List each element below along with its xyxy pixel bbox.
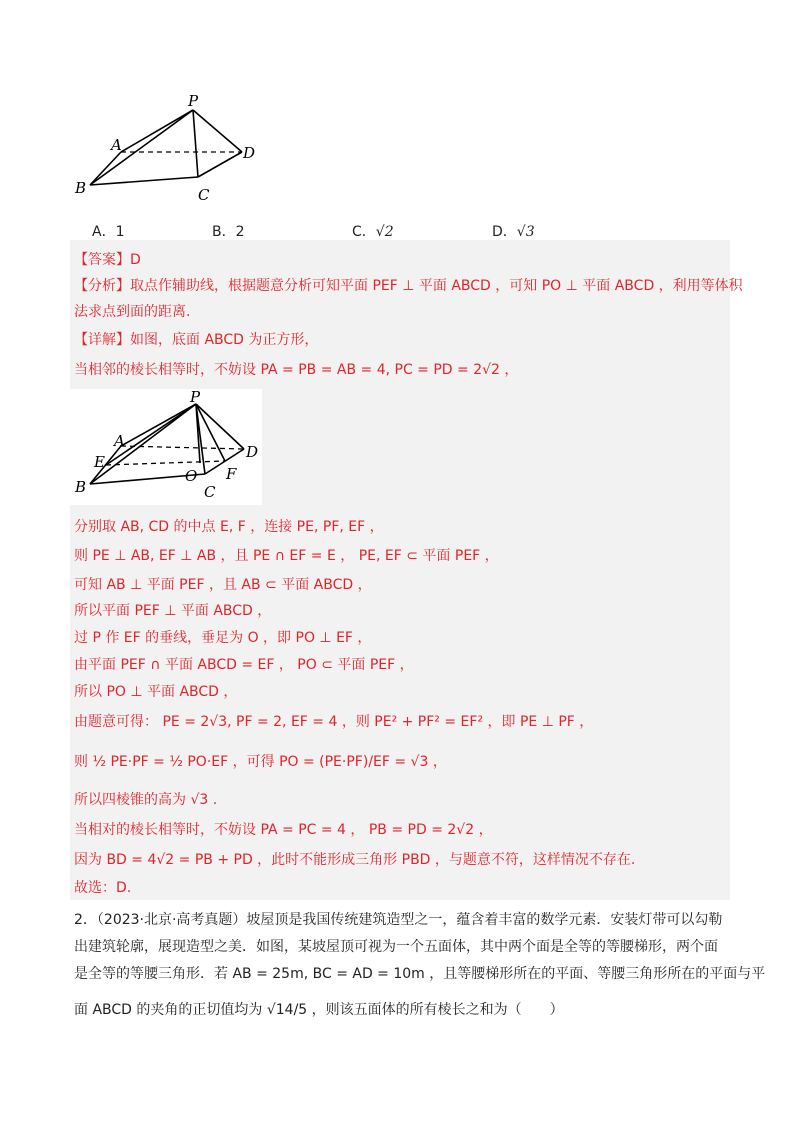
- edge-pb: [90, 110, 193, 185]
- label-c: C: [204, 483, 216, 501]
- analysis-line-1: 【分析】取点作辅助线，根据题意分析可知平面 PEF ⊥ 平面 ABCD ，可知 PO ⊥ 平面 ABCD ，利用等体积: [74, 278, 743, 294]
- edge-bc: [90, 177, 198, 185]
- step-line: 所以 PO ⊥ 平面 ABCD ，: [74, 684, 238, 700]
- segment-ef-hidden: [106, 461, 225, 465]
- label-f: F: [226, 465, 237, 483]
- label-a: A: [114, 432, 125, 450]
- label-p: P: [190, 389, 201, 406]
- edge-pc: [193, 110, 198, 177]
- option-a: A．1: [92, 224, 125, 240]
- label-o: O: [185, 467, 198, 485]
- option-b: B．2: [212, 224, 245, 240]
- detail-line-1: 【详解】如图，底面 ABCD 为正方形，: [74, 332, 319, 348]
- analysis-line-2: 法求点到面的距离.: [74, 304, 191, 320]
- label-a: A: [111, 136, 122, 154]
- label-c: C: [198, 186, 210, 204]
- step-line: 分别取 AB, CD 的中点 E, F ，连接 PE, PF, EF ，: [74, 519, 384, 535]
- pyramid-figure-1: [70, 92, 270, 210]
- question-2-line-1: 2．（2023·北京·高考真题）坡屋顶是我国传统建筑造型之一，蕴含着丰富的数学元素．安装灯带可以勾勒: [74, 912, 723, 928]
- label-b: B: [75, 478, 87, 496]
- step-line: 因为 BD = 4√2 = PB + PD ，此时不能形成三角形 PBD ，与题意不符，这样情况不存在.: [74, 852, 636, 868]
- detail-line-2: 当相邻的棱长相等时，不妨设 PA = PB = AB = 4, PC = PD = 2√2 ，: [74, 362, 519, 378]
- pyramid-figure-2: [70, 389, 262, 505]
- step-line: 由平面 PEF ∩ 平面 ABCD = EF ， PO ⊂ 平面 PEF ，: [74, 657, 414, 673]
- question-2-line-3: 是全等的等腰三角形．若 AB = 25m, BC = AD = 10m ，且等腰梯形所在的平面、等腰三角形所在的平面与平: [74, 966, 766, 982]
- answer-line: 【答案】D: [74, 252, 141, 268]
- label-b: B: [75, 179, 87, 197]
- edge-pb: [90, 404, 196, 484]
- edge-pa: [121, 404, 196, 446]
- step-line: 则 ½ PE·PF = ½ PO·EF ，可得 PO = (PE·PF)/EF = √3 ，: [74, 754, 447, 770]
- step-line: 则 PE ⊥ AB, EF ⊥ AB ，且 PE ∩ EF = E ， PE, EF ⊂ 平面 PEF ，: [74, 548, 499, 564]
- step-line: 过 P 作 EF 的垂线，垂足为 O ，即 PO ⊥ EF ，: [74, 630, 372, 646]
- edge-ba: [90, 152, 121, 185]
- step-line: 可知 AB ⊥ 平面 PEF ，且 AB ⊂ 平面 ABCD ，: [74, 577, 372, 593]
- label-d: D: [243, 144, 256, 162]
- edge-cd: [198, 152, 242, 177]
- edge-pa: [121, 110, 193, 152]
- label-e: E: [94, 453, 105, 471]
- option-c: C．√2: [352, 224, 394, 240]
- edge-pd: [196, 404, 244, 449]
- question-2-line-2: 出建筑轮廓，展现造型之美．如图，某坡屋顶可视为一个五面体，其中两个面是全等的等腰梯形，两个面: [74, 939, 718, 955]
- step-line: 所以平面 PEF ⊥ 平面 ABCD ，: [74, 603, 272, 619]
- step-line: 当相对的棱长相等时，不妨设 PA = PC = 4 ， PB = PD = 2√2 ，: [74, 822, 493, 838]
- label-d: D: [246, 443, 259, 461]
- step-line: 所以四棱锥的高为 √3 .: [74, 792, 218, 808]
- label-p: P: [188, 92, 199, 110]
- step-line: 故选：D.: [74, 880, 132, 896]
- question-2-line-4: 面 ABCD 的夹角的正切值均为 √14/5 ，则该五面体的所有棱长之和为（ ）: [74, 1002, 564, 1018]
- edge-pd: [193, 110, 242, 152]
- option-d: D．√3: [492, 224, 535, 240]
- step-line: 由题意可得： PE = 2√3, PF = 2, EF = 4 ，则 PE² + PF² = EF² ，即 PE ⊥ PF ，: [74, 714, 594, 730]
